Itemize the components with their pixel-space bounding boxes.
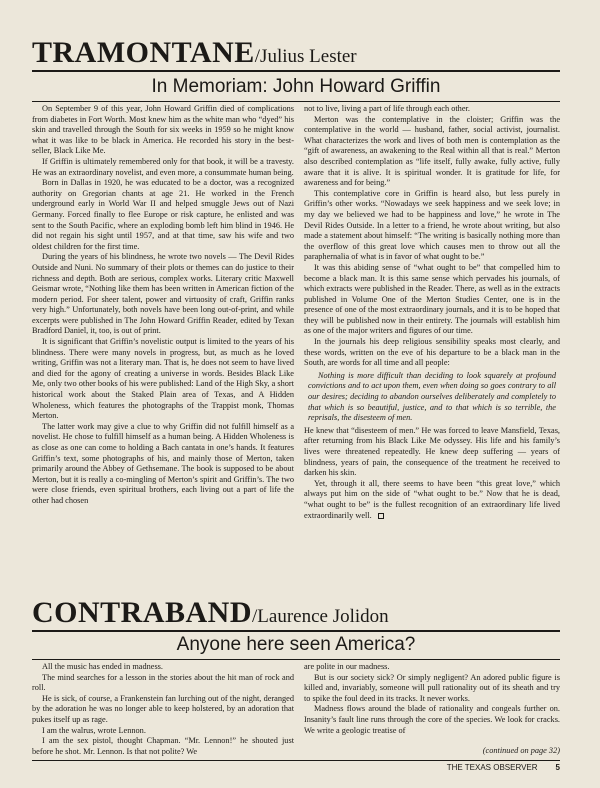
paragraph: The mind searches for a lesson in the stories about the hit man of rock and roll. <box>32 672 294 693</box>
paragraph: Merton was the contemplative in the cloister; Griffin was the contemplative in the world — husband, father, social activist, journalist. What characterizes the work and lives of both men is contemplation as the “gift of awareness, an awakening to the Real within all that is real.” Merton also described contemplation as “life itself, fully awake, fully active, fully aware that it is alive. It is spiritual wonder. It is gratitude for life, for awareness and for being.” <box>304 114 560 188</box>
paragraph: But is our society sick? Or simply negligent? An adored public figure is killed and, invariably, someone will pull rationality out of its sheath and try to spike the foul deed in its tracks. It never works. <box>304 672 560 703</box>
paragraph: Yet, through it all, there seems to have been “this great love,” which always put him on the side of “what ought to be.” Now that he is dead, “what ought to be” is the fullest recognition of an extraordinary life lived extraordinarily well. <box>304 478 560 520</box>
paragraph: It is significant that Griffin’s novelistic output is limited to the years of his blindness. There were many novels in progress, but, as much as he loved writing, Griffin was not a literary man. That is, he does not seem to have lived and died for the agony of creating a universe in words. Besides Black Like Me, only two other books of his were published: Land of the High Sky, a short historical work about the Staked Plain area of Texas, and A Hidden Wholeness, which features the photographs of the Trappist monk, Thomas Merton. <box>32 337 294 421</box>
paragraph: It was this abiding sense of “what ought to be” that compelled him to become a black man. It is this same sense which pervades his journals, of which extracts were published in the Reader. There, as well as in the extracts published in Volume One of the Merton Studies Center, one is in the presence of one of the most extraordinary journals, and it is to be hoped that they will be published now in their entirety. The journals will establish him as one of the major writers and figures of our time. <box>304 262 560 336</box>
column-author: /Julius Lester <box>254 46 357 67</box>
column-header-tramontane <box>32 36 560 72</box>
paragraph: If Griffin is ultimately remembered only for that book, it will be a travesty. He was an extraordinary novelist, and even more, a consummate human being. <box>32 156 294 177</box>
column-name: CONTRABAND <box>32 596 253 629</box>
quotation: Nothing is more difficult than deciding to look squarely at profound convictions and to act upon them, even when doing so goes contrary to all our desires; deciding to abandon ourselves deliberately and completely to that which is so beautiful, justice, and to that which is so terrible, the reprisals, the disesteem of men. <box>308 370 556 423</box>
article-column-left <box>32 662 294 758</box>
publication-name: THE TEXAS OBSERVER <box>446 763 538 772</box>
paragraph: In the journals his deep religious sensibility speaks most clearly, and these words, written on the eve of his departure to be a black man in the South, are words for all time and all people: <box>304 337 560 368</box>
column-name: TRAMONTANE <box>32 36 255 69</box>
paragraph: Born in Dallas in 1920, he was educated to be a doctor, was a recognized authority on Gregorian chants at age 21. He worked in the French underground early in World War II and helped smuggle Jews out of Nazi Germany. Forced finally to flee Europe or risk capture, he enlisted and was sent to the South Pacific, where an exploding bomb left him blind in 1946. He did not regain his sight until 1957, and at that time, saw his wife and two oldest children for the first time. <box>32 178 294 251</box>
column-header-contraband <box>32 596 560 632</box>
paragraph: I am the walrus, wrote Lennon. <box>42 725 146 735</box>
paragraph: are polite in our madness. <box>304 662 390 671</box>
paragraph: Madness flows around the blade of rationality and congeals further on. Insanity’s fault line runs through the core of the species. We look for cracks. We write a geologic treatise of <box>304 704 560 735</box>
continuation-note: (continued on page 32) <box>482 746 560 755</box>
article-column-right <box>304 662 560 746</box>
paragraph: not to live, living a part of life through each other. <box>304 104 470 113</box>
article-title: In Memoriam: John Howard Griffin <box>32 76 560 102</box>
paragraph: This contemplative core in Griffin is heard also, but less purely in Griffin’s other works. “Nowadays we seek happiness and we seek love; in my day we believed we had to be happiness and love,” he wrote in The Devil Rides Outside. In a letter to a friend, he wrote about writing, but also made a statement about himself: “The writing is basically nothing more than the overflow of this great love which causes men to throw out all the paraphernalia of what is in favor of what ought to be.” <box>304 188 560 262</box>
article-title: Anyone here seen America? <box>32 634 560 660</box>
page-number: 5 <box>555 763 560 772</box>
paragraph: All the music has ended in madness. <box>42 662 163 671</box>
column-author: /Laurence Jolidon <box>252 606 389 627</box>
article-column-right <box>304 104 560 586</box>
article-column-left <box>32 104 294 586</box>
paragraph: The latter work may give a clue to why Griffin did not fulfill himself as a novelist. He chose to fulfill himself as a human being. A Hidden Wholeness is as close as one can come to holding a Bach cantata in one’s hands. It features Griffin’s text, some photographs of his, and mainly those of Merton, taken primarily around the Abbey of Gethsemane. The book is supposed to be about Merton, but it is really a co-mingling of Merton’s spirit and Griffin’s. The two were close friends, even spiritual brothers, each living out a part of life the other had chosen <box>32 421 294 505</box>
paragraph: He is sick, of course, a Frankenstein fan lurching out of the night, deranged by the adoration he was no longer able to keep holstered, by an adoration that pukes itself up as rage. <box>32 693 294 724</box>
end-of-article-mark <box>378 513 384 519</box>
paragraph: During the years of his blindness, he wrote two novels — The Devil Rides Outside and Nuni. No summary of their plots or themes can do justice to their richness and depth. Both are serious, complex works. Literary critic Maxwell Geismar wrote, “Nothing like them has been written in American fiction of the modern period. For sheer talent, power and virtuosity of craft, Griffin ranks very high.” Unfortunately, both novels have been long out-of-print, and while excerpts were published in The John Howard Griffin Reader, edited by Texan Bradford Daniel, it, too, is out of print. <box>32 252 294 336</box>
paragraph: He knew that “disesteem of men.” He was forced to leave Mansfield, Texas, after returning from his Black Like Me odyssey. His life and his family’s lives were threatened repeatedly. He knew deep suffering — years of blindness, years of pain, the consequence of the treatment he received to darken his skin. <box>304 425 560 478</box>
page-footer <box>32 760 560 772</box>
paragraph: I am the sex pistol, thought Chapman. “Mr. Lennon!” he shouted just before he shot. Mr. Lennon. Is that not polite? We <box>32 736 294 756</box>
paragraph: On September 9 of this year, John Howard Griffin died of complications from diabetes in Fort Worth. Most knew him as the white man who “dyed” his skin and travelled through the South for six weeks in 1959 so he might know what it was like to be black in America. He recorded his story in the best-seller, Black Like Me. <box>32 104 294 156</box>
